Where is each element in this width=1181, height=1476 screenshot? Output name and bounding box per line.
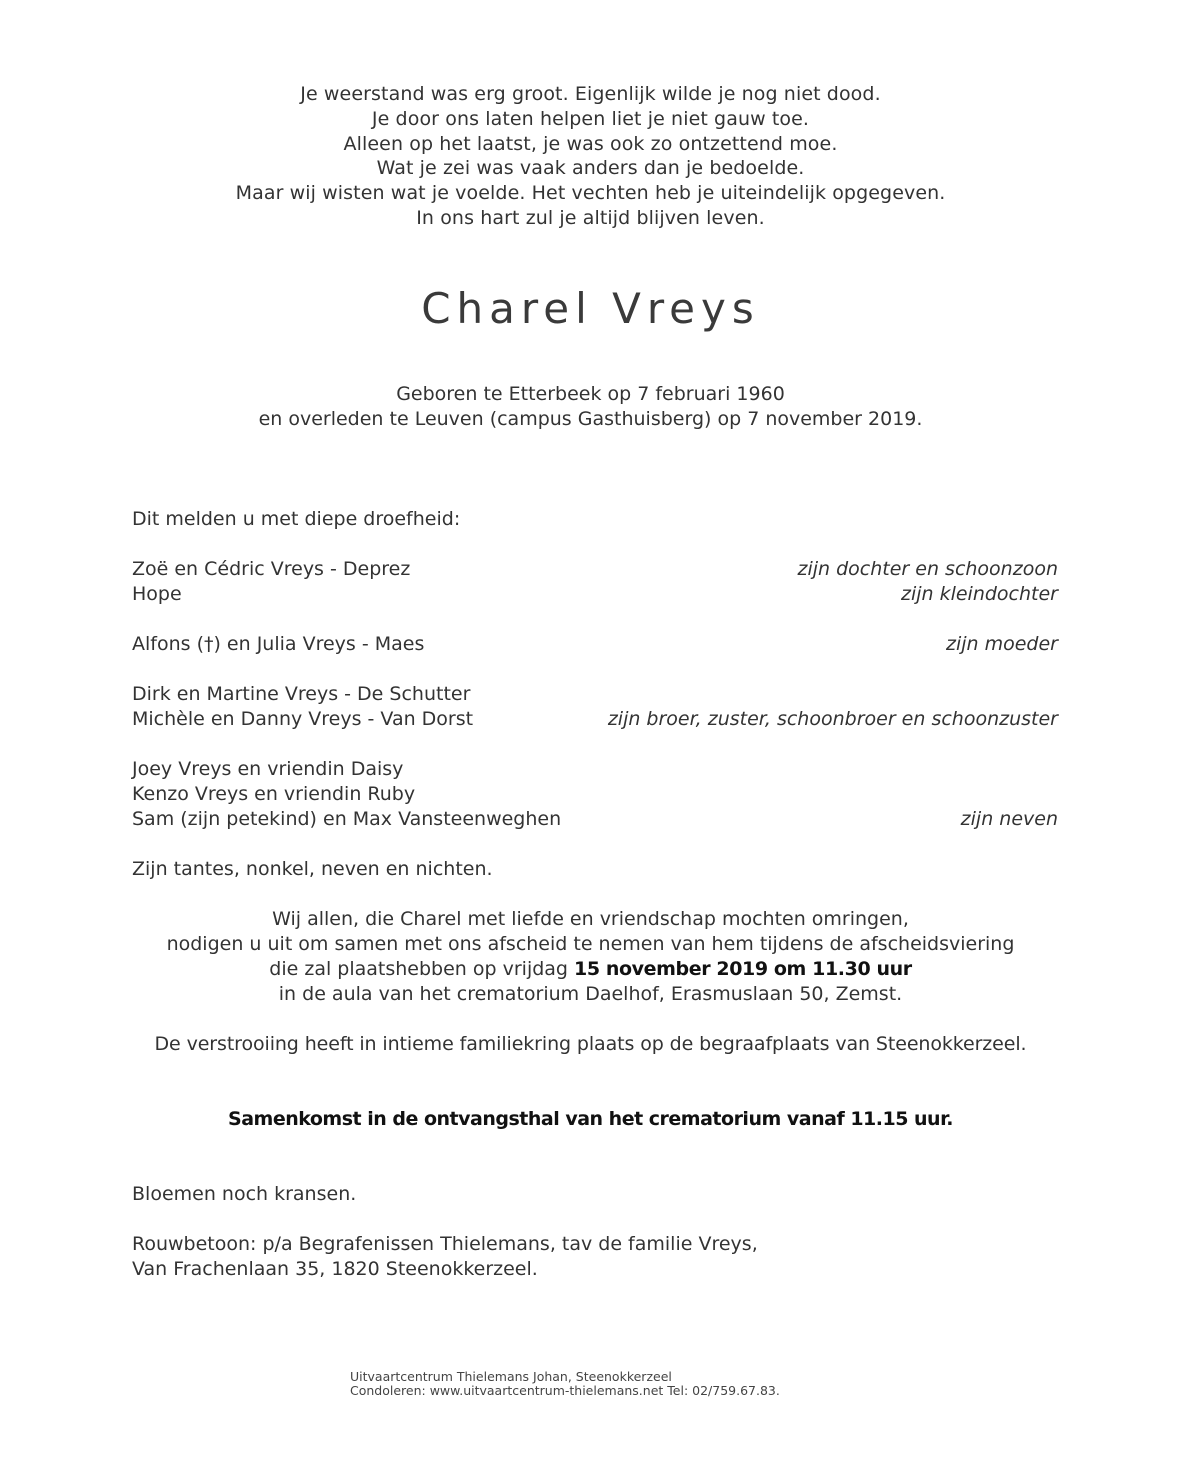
- poem-line: In ons hart zul je altijd blijven leven.: [416, 206, 765, 229]
- gathering-note: Samenkomst in de ontvangsthal van het crematorium vanaf 11.15 uur.: [228, 1108, 953, 1130]
- flowers-text: Bloemen noch kransen.: [132, 1183, 357, 1205]
- family-name: Michèle en Danny Vreys - Van Dorst: [132, 708, 474, 730]
- poem-line: Wat je zei was vaak anders dan je bedoelde.: [376, 157, 805, 180]
- birth-death-dates: [0, 382, 1181, 432]
- invitation-line: [0, 957, 1181, 982]
- family-name: Alfons (†) en Julia Vreys - Maes: [132, 633, 425, 655]
- family-row: [132, 632, 1058, 657]
- family-name: Kenzo Vreys en vriendin Ruby: [132, 783, 416, 805]
- family-name: Hope: [132, 583, 182, 605]
- ceremony-datetime: 15 november 2019 om 11.30 uur: [574, 958, 912, 980]
- announcement-text: Dit melden u met diepe droefheid:: [132, 508, 461, 530]
- condolence-address: [132, 1257, 1058, 1282]
- family-name: Zoë en Cédric Vreys - Deprez: [132, 558, 411, 580]
- family-row: [132, 582, 1058, 607]
- invitation-line: in de aula van het crematorium Daelhof, Erasmuslaan 50, Zemst.: [278, 983, 903, 1005]
- family-row: [132, 757, 1058, 782]
- family-name: Joey Vreys en vriendin Daisy: [132, 758, 404, 780]
- poem: [0, 82, 1181, 231]
- invitation-line: Wij allen, die Charel met liefde en vriendschap mochten omringen,: [272, 908, 909, 930]
- family-row: [132, 807, 1058, 832]
- poem-line: Alleen op het laatst, je was ook zo ontzettend moe.: [343, 132, 838, 155]
- family-row: [132, 707, 1058, 732]
- poem-line: Maar wij wisten wat je voelde. Het vechten heb je uiteindelijk opgegeven.: [235, 182, 946, 205]
- condolence-line: Van Frachenlaan 35, 1820 Steenokkerzeel.: [132, 1258, 538, 1280]
- birth-line: Geboren te Etterbeek op 7 februari 1960: [396, 383, 785, 405]
- invitation-line-prefix: die zal plaatshebben op vrijdag: [269, 958, 575, 980]
- footer: [350, 1370, 780, 1397]
- family-row: [132, 557, 1058, 582]
- deceased-name: Charel Vreys: [421, 284, 760, 333]
- flowers-note: [132, 1182, 1058, 1207]
- invitation: [0, 907, 1181, 1007]
- scattering-note: De verstrooiing heeft in intieme familiekring plaats op de begraafplaats van Steenokkerzeel.: [154, 1033, 1027, 1055]
- death-line: en overleden te Leuven (campus Gasthuisberg) op 7 november 2019.: [258, 408, 923, 430]
- family-row: [132, 857, 1058, 882]
- invitation-line: nodigen u uit om samen met ons afscheid te nemen van hem tijdens de afscheidsviering: [166, 933, 1015, 955]
- family-row: [132, 782, 1058, 807]
- footer-line: Uitvaartcentrum Thielemans Johan, Steenokkerzeel: [350, 1369, 672, 1384]
- condolence-line: Rouwbetoon: p/a Begrafenissen Thielemans, tav de familie Vreys,: [132, 1233, 758, 1255]
- poem-line: Je door ons laten helpen liet je niet gauw toe.: [371, 107, 810, 130]
- announcement: [132, 507, 1058, 532]
- family-name: Dirk en Martine Vreys - De Schutter: [132, 683, 471, 705]
- footer-line: Condoleren: www.uitvaartcentrum-thielemans.net Tel: 02/759.67.83.: [350, 1382, 780, 1398]
- family-relation: zijn neven: [960, 808, 1058, 830]
- poem-line: Je weerstand was erg groot. Eigenlijk wilde je nog niet dood.: [300, 83, 881, 105]
- family-relation: zijn broer, zuster, schoonbroer en schoonzuster: [607, 708, 1058, 730]
- family-row: [132, 682, 1058, 707]
- family-name: Zijn tantes, nonkel, neven en nichten.: [132, 858, 493, 880]
- condolence-address: [132, 1232, 1058, 1257]
- family-relation: zijn dochter en schoonzoon: [797, 558, 1058, 580]
- family-name: Sam (zijn petekind) en Max Vansteenweghen: [132, 808, 562, 830]
- family-relation: zijn kleindochter: [900, 583, 1058, 605]
- family-relation: zijn moeder: [946, 633, 1058, 655]
